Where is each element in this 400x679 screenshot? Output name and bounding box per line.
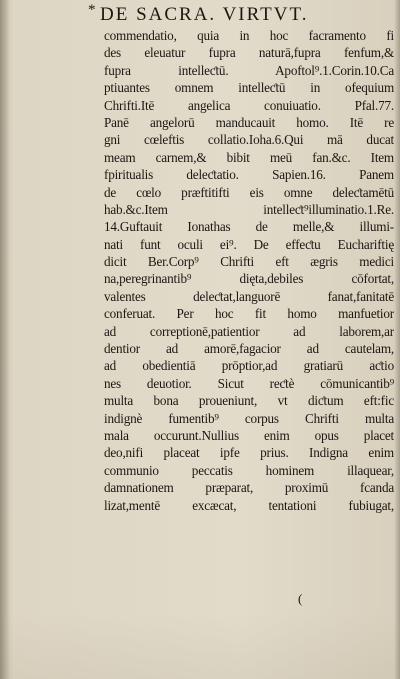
text-line: fupra intelleƈtū. Apoftol⁹.1.Corin.10.Ca — [104, 62, 394, 78]
text-line: mala occurunt.Nullius enim opus placet — [104, 427, 394, 443]
text-line: dentior ad amorē,fagacior ad cautelam, — [104, 341, 394, 357]
text-line: nati funt oculi ei⁹. De effeƈtu Euchariftię — [104, 236, 394, 252]
text-line: indignè fumentib⁹ corpus Chrifti multa — [104, 410, 394, 426]
gutter-shadow — [0, 0, 10, 679]
text-line: ptiuantes omnem intelleƈtū in ofequium — [104, 80, 394, 96]
text-line: deo,nifi placeat ipfe prius. Indigna enim — [104, 445, 394, 461]
running-head-mark: * — [88, 2, 98, 18]
text-line: dicit Ber.Corp⁹ Chrifti eft ægris medici — [104, 254, 394, 270]
text-line: ad correptionē,patientior ad laborem,ar — [104, 323, 394, 339]
running-head-title: DE SACRA. VIRTVT. — [100, 4, 309, 25]
text-line: de cœlo præftitifti eis omne deleƈtamētū — [104, 184, 394, 200]
body-text — [104, 27, 394, 514]
text-line: multa bona proueniunt, vt diƈtum eft:fic — [104, 393, 394, 409]
text-line: hab.&c.Item intelleƈt⁹illuminatio.1.Re. — [104, 201, 394, 217]
text-line: valentes deleƈtat,languorē fanat,fanitatē — [104, 288, 394, 304]
text-line: ad obedientiā prōptior,ad gratiarū aƈtio — [104, 358, 394, 374]
text-line: meam carnem,& bibit meū fan.&c. Item — [104, 149, 394, 165]
text-line: conferuat. Per hoc fit homo manfuetior — [104, 306, 394, 322]
text-line: gni cœleftis collatio.Ioha.6.Qui mā ducat — [104, 132, 394, 148]
text-line: Panē angelorū manducauit homo. Itē re — [104, 114, 394, 130]
text-line: damnationem præparat, proximū fcanda — [104, 480, 394, 496]
text-line: commendatio, quia in hoc facramento fi — [104, 28, 394, 43]
text-line: nes deuotior. Sicut reƈtè cōmunicantib⁹ — [104, 375, 394, 391]
lower-margin — [0, 612, 400, 679]
page-edge-shadow — [394, 0, 400, 679]
text-line: communio peccatis hominem illaquear, — [104, 462, 394, 478]
text-line: na,peregrinantib⁹ dięta,debiles cōfortat, — [104, 271, 394, 287]
text-line: 14.Guftauit Ionathas de melle,& illumi- — [104, 219, 394, 235]
footer-mark: ( — [298, 591, 303, 606]
text-line: lizat,mentē excæcat, tentationi fubiugat, — [104, 497, 394, 513]
text-line: des eleuatur fupra naturā,fupra fenfum,& — [104, 45, 394, 61]
text-line: Chrifti.Itē angelica conuiuatio. Pfal.77. — [104, 97, 394, 113]
running-head — [88, 2, 390, 26]
text-line: fpiritualis deleƈtatio. Sapien.16. Panem — [104, 167, 394, 183]
